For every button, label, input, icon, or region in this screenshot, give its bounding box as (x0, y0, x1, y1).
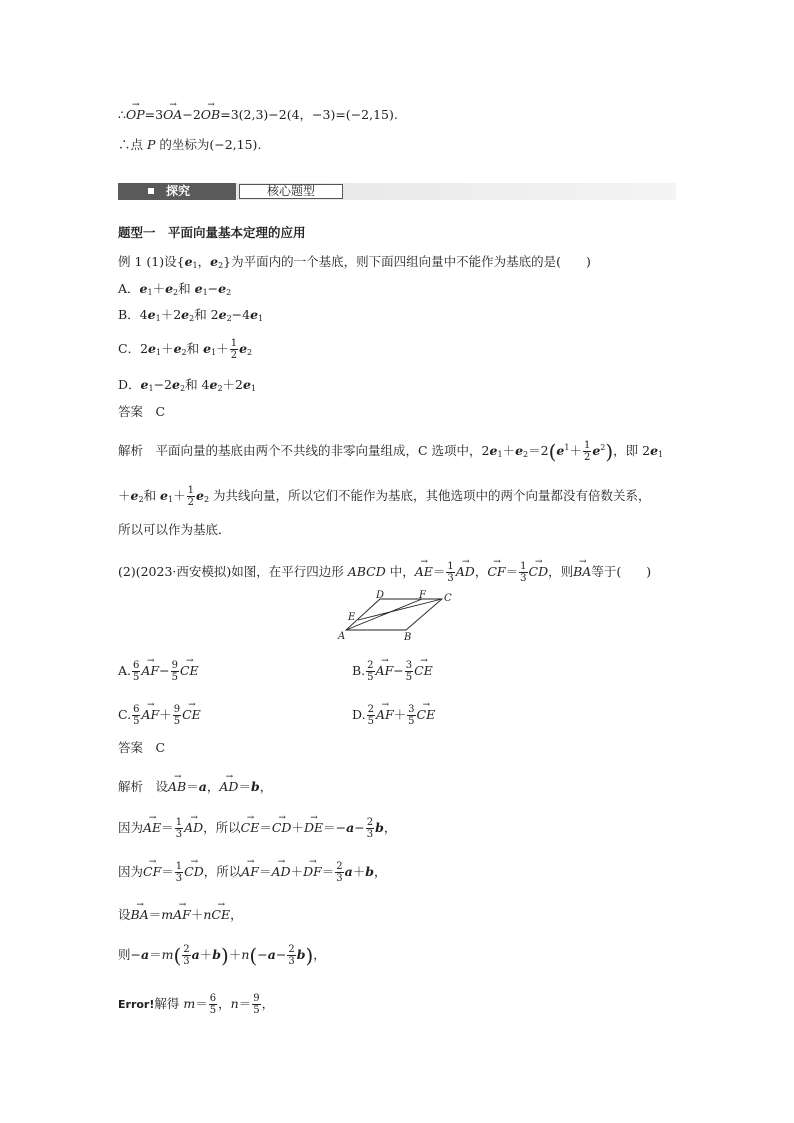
fraction: $\frac{9}{5}$ (173, 704, 181, 727)
fraction: $\frac{6}{5}$ (133, 660, 140, 683)
option-c: C．$2e_1+e_2$和 $e_1+$ $\frac{1}{2}$ $e_2$ (118, 338, 253, 361)
fraction: $\frac{2}{5}$ (367, 660, 374, 683)
fraction: $\frac{3}{5}$ (408, 704, 415, 727)
solution-line-op: ∴→ OP=3→ OA−2→ OB=3(2,3)−2(4，−3)=(−2,15). (118, 103, 398, 123)
banner-explore: 探究 (118, 183, 236, 200)
fraction: $\frac{9}{5}$ (171, 660, 178, 683)
fraction: $\frac{6}{5}$ (133, 704, 140, 727)
parallelogram-figure (336, 590, 456, 642)
solution-2-line1: 解析 设→ AB＝a，→ AD＝b， (118, 775, 272, 795)
fraction: $\frac{2}{5}$ (367, 704, 374, 727)
parallelogram-abcd (346, 599, 442, 630)
solution-2-line5: 则−a＝m( $\frac{2}{3}$ a＋b)＋n(−a− $\frac{2}{3}$ b)， (118, 943, 326, 968)
answer-1: 答案 C (118, 404, 166, 419)
fraction: $\frac{1}{2}$ (230, 338, 238, 361)
solution-2-line3: 因为→ CF＝ $\frac{1}{3}$ → CD，所以→ AF＝→ AD＋→ DF＝ $\frac{2}{3}$ a＋b， (118, 860, 387, 884)
fraction: $\frac{2}{3}$ (288, 944, 295, 967)
ex2-option-a: A. $\frac{6}{5}$ → AF− $\frac{9}{5}$ → CE (118, 659, 199, 683)
section-banner (118, 183, 676, 200)
label-a: A (338, 631, 346, 642)
analysis-1-line1: 解析 平面向量的基底由两个不共线的非零向量组成，C 选项中，$2e_1+e_2=2(e^1+$ $\frac{1}{2}$ $e^2$)，即 $2e_1$ (118, 439, 664, 464)
fraction: $\frac{2}{3}$ (183, 944, 190, 967)
fraction: $\frac{6}{5}$ (209, 993, 217, 1016)
ex2-option-c: C. $\frac{6}{5}$ → AF＋ $\frac{9}{5}$ → CE (118, 703, 201, 727)
label-b: B (404, 632, 412, 642)
fraction: $\frac{1}{3}$ (520, 561, 527, 584)
solution-2-line6: Error!解得 m＝ $\frac{6}{5}$ ，n＝ $\frac{9}{5}$ ， (118, 993, 275, 1016)
solution-2-line4: 设→ BA＝m→ AF＋n→ CE， (118, 903, 243, 923)
ex2-option-b: B. $\frac{2}{5}$ → AF− $\frac{3}{5}$ → CE (352, 659, 433, 683)
option-b: B．$4e_1+2e_2$和 $2e_2-4e_1$ (118, 307, 264, 323)
label-c: C (444, 593, 452, 604)
analysis-1-line2: $+e_2$和 $e_1+$ $\frac{1}{2}$ $e_2$ 为共线向量，所以它们不能作为基底，其他选项中的两个向量都没有倍数关系， (118, 485, 651, 508)
label-d: D (376, 590, 385, 601)
solution-2-line2: 因为→ AE＝ $\frac{1}{3}$ → AD，所以→ CE＝→ CD＋→ DE＝−a− $\frac{2}{3}$ b， (118, 816, 396, 840)
solution-line-p: ∴点 P 的坐标为(−2,15). (118, 137, 262, 152)
example-1-question: 例 1 (1)设{$e_1$，$e_2$}为平面内的一个基底，则下面四组向量中不能作为基底的是( ) (118, 254, 591, 270)
segment-af (346, 599, 422, 630)
fraction: $\frac{9}{5}$ (253, 993, 260, 1016)
option-d: D．$e_1-2e_2$和 $4e_2+2e_1$ (118, 377, 257, 393)
type-heading: 题型一 平面向量基本定理的应用 (118, 225, 306, 240)
fraction: $\frac{2}{3}$ (336, 861, 343, 884)
label-f: F (419, 590, 426, 601)
label-e: E (348, 612, 356, 623)
fraction: $\frac{1}{2}$ (187, 485, 194, 508)
fraction: $\frac{2}{3}$ (366, 817, 374, 840)
fraction: $\frac{3}{5}$ (405, 660, 413, 683)
banner-core: 核心题型 (239, 184, 343, 199)
option-a: A．$e_1+e_2$和 $e_1-e_2$ (118, 281, 232, 297)
analysis-1-line3: 所以可以作为基底． (118, 522, 231, 537)
fraction: $\frac{1}{2}$ (583, 440, 591, 464)
fraction: $\frac{1}{3}$ (447, 561, 454, 584)
ex2-option-d: D. $\frac{2}{5}$ → AF＋ $\frac{3}{5}$ → CE (352, 703, 435, 727)
fraction: $\frac{1}{3}$ (175, 817, 183, 840)
fraction: $\frac{1}{3}$ (175, 861, 183, 884)
example-2-question: (2)(2023·西安模拟)如图，在平行四边形 ABCD 中，→ AE＝ $\frac{1}{3}$ → AD，→ CF＝ $\frac{1}{3}$ → CD，则→ BA等于( ) (118, 560, 651, 584)
answer-2: 答案 C (118, 740, 166, 755)
square-icon (148, 188, 154, 194)
